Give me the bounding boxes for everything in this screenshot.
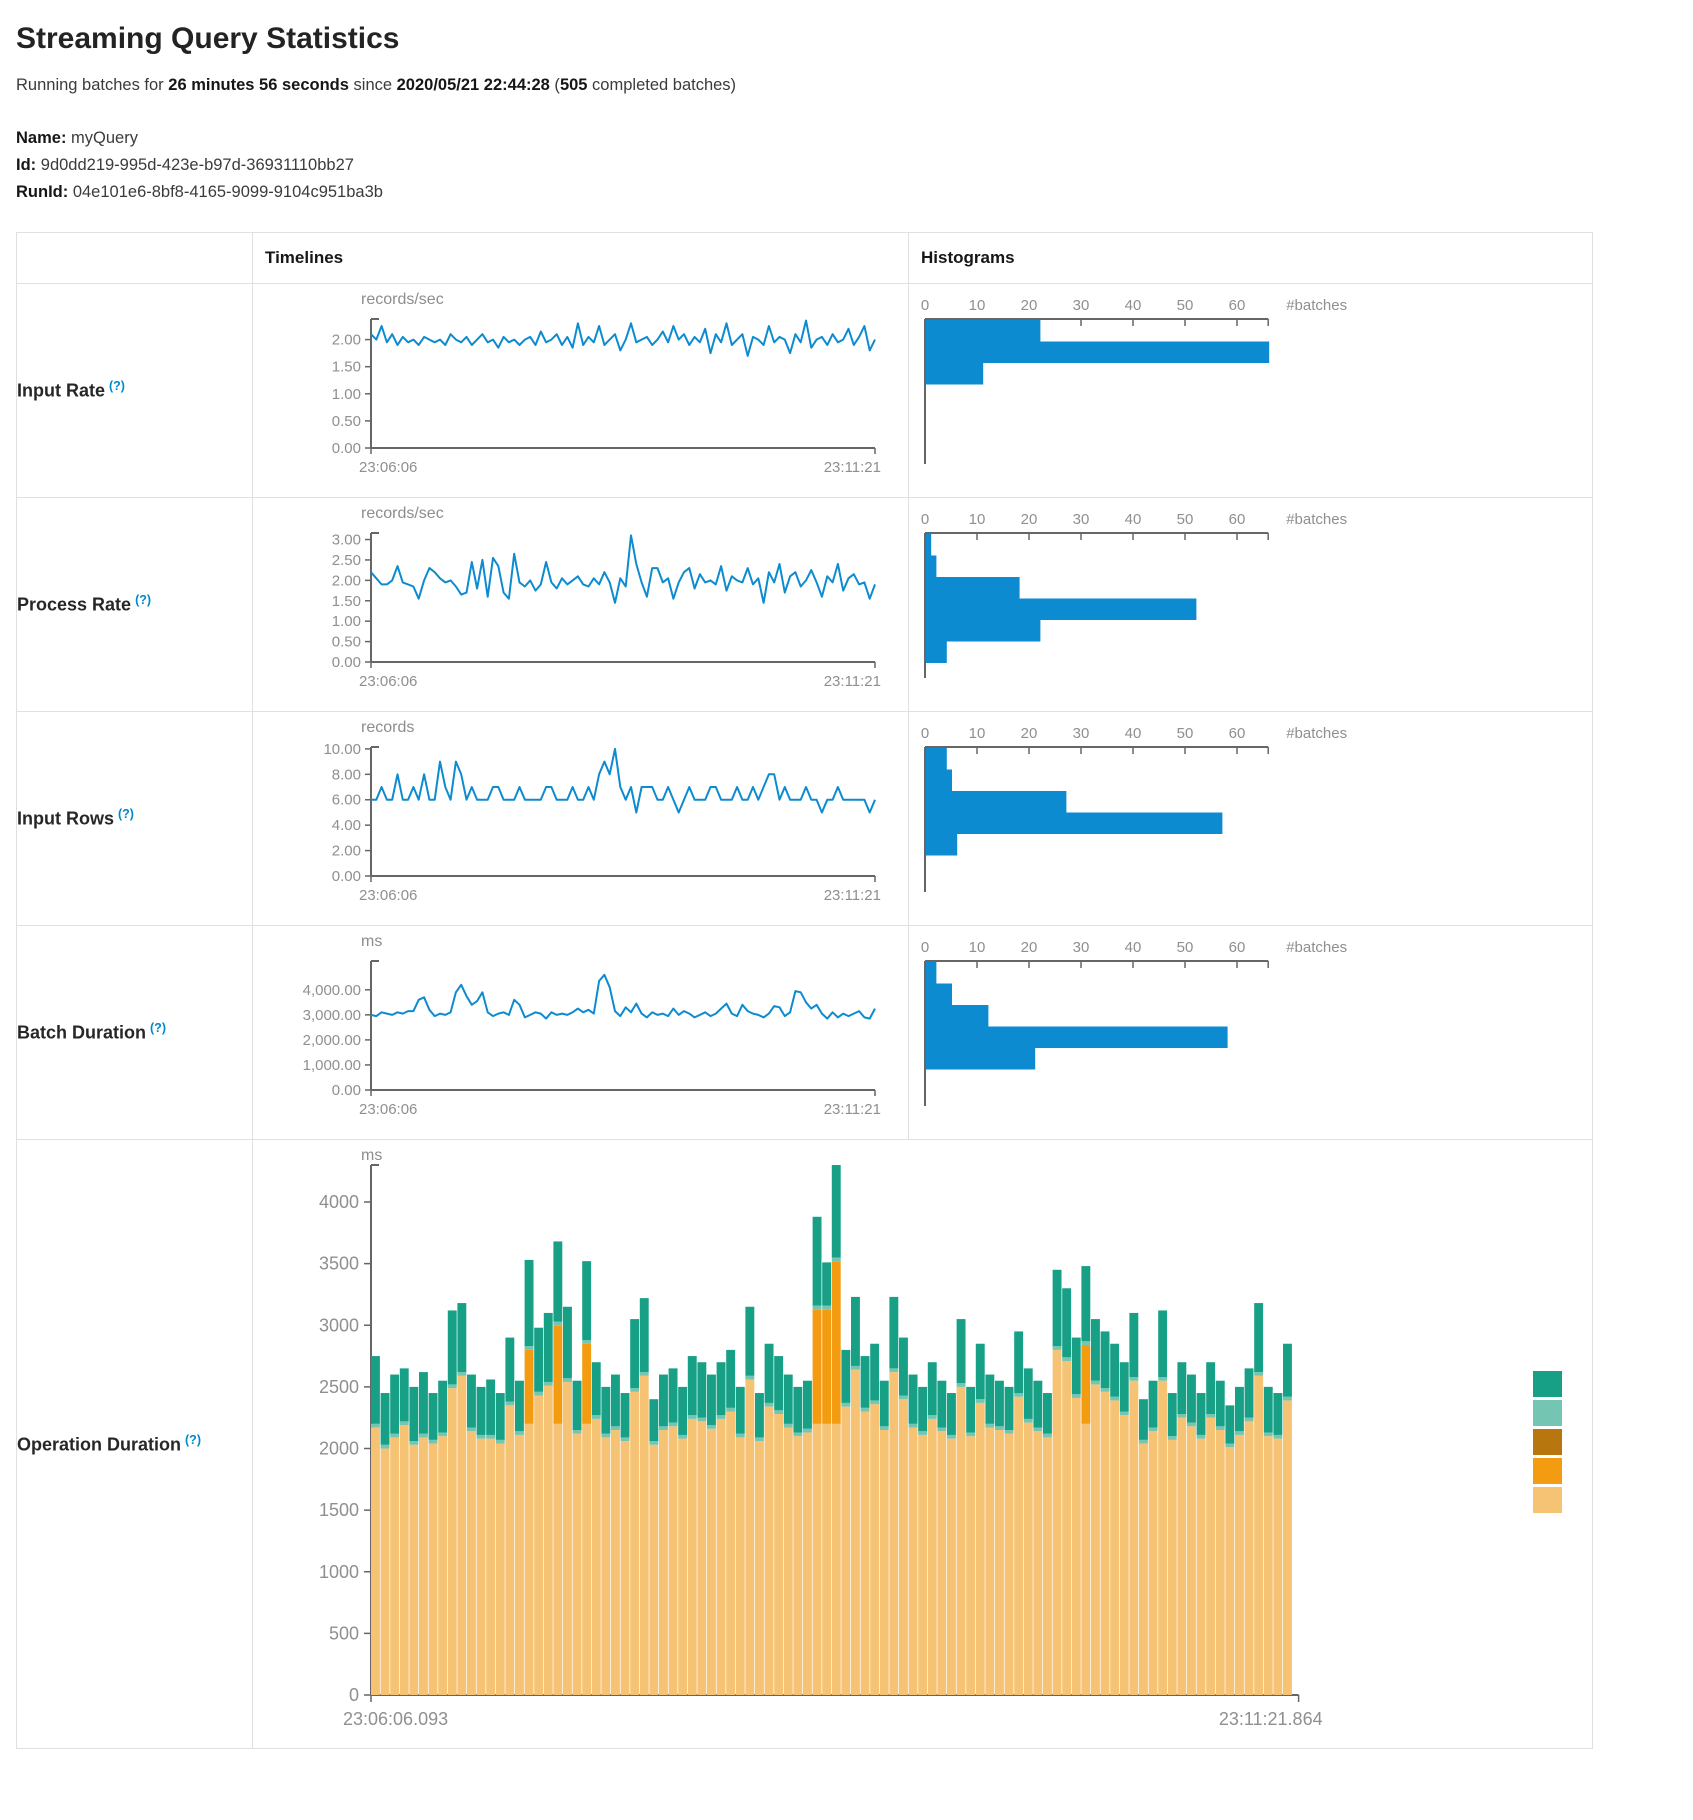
legend-swatch-dark-gold <box>1533 1429 1562 1455</box>
svg-text:0.00: 0.00 <box>331 868 361 885</box>
svg-text:1000: 1000 <box>318 1561 359 1582</box>
svg-text:23:11:21: 23:11:21 <box>823 673 881 690</box>
help-tooltip-icon[interactable]: (?) <box>135 593 152 608</box>
svg-text:2000: 2000 <box>318 1438 359 1459</box>
metric-label: Process Rate <box>17 594 132 615</box>
svg-text:10: 10 <box>968 511 986 528</box>
svg-text:40: 40 <box>1124 725 1142 742</box>
svg-text:50: 50 <box>1176 297 1194 314</box>
svg-text:10: 10 <box>968 939 986 956</box>
svg-text:2.00: 2.00 <box>331 331 361 349</box>
svg-text:23:06:06: 23:06:06 <box>359 673 418 690</box>
svg-text:10: 10 <box>968 297 986 314</box>
svg-text:40: 40 <box>1124 939 1142 956</box>
svg-text:60: 60 <box>1228 725 1246 742</box>
metric-row-operation-duration <box>17 1140 1593 1749</box>
query-runid-value: 04e101e6-8bf8-4165-9099-9104c951ba3b <box>72 183 383 201</box>
svg-text:1500: 1500 <box>318 1500 359 1521</box>
svg-text:0: 0 <box>920 939 930 956</box>
svg-text:23:06:06: 23:06:06 <box>359 459 418 476</box>
metric-label: Batch Duration <box>17 1022 147 1043</box>
histogram-chart <box>909 926 1591 1139</box>
svg-text:2500: 2500 <box>318 1376 359 1397</box>
svg-text:1.50: 1.50 <box>331 592 361 610</box>
svg-text:records/sec: records/sec <box>361 291 444 308</box>
svg-text:#batches: #batches <box>1286 725 1348 742</box>
timeline-chart <box>253 498 907 711</box>
query-runid-row: RunId: 04e101e6-8bf8-4165-9099-9104c951ba3b <box>16 183 383 201</box>
svg-text:30: 30 <box>1072 939 1090 956</box>
metric-row-process-rate <box>17 498 1593 712</box>
svg-text:30: 30 <box>1072 297 1090 314</box>
histograms-header: Histograms <box>909 233 1593 284</box>
running-batches-summary: Running batches for 26 minutes 56 seconds since 2020/05/21 22:44:28 (505 completed batches) <box>16 76 737 94</box>
svg-text:0: 0 <box>348 1685 359 1705</box>
svg-text:0: 0 <box>920 297 930 314</box>
query-name-value: myQuery <box>71 129 138 147</box>
svg-text:2.00: 2.00 <box>331 572 361 590</box>
svg-text:6.00: 6.00 <box>331 791 361 809</box>
svg-text:ms: ms <box>361 1147 383 1164</box>
histogram-chart <box>909 498 1591 711</box>
metric-label: Input Rows <box>17 808 114 829</box>
legend-swatch-orange <box>1533 1458 1562 1484</box>
table-header-row <box>17 233 1593 284</box>
svg-text:2.00: 2.00 <box>331 842 361 860</box>
metric-row-input-rate <box>17 284 1593 498</box>
svg-text:4,000.00: 4,000.00 <box>302 981 361 999</box>
svg-text:4000: 4000 <box>318 1192 359 1212</box>
svg-text:30: 30 <box>1072 511 1090 528</box>
svg-text:20: 20 <box>1020 725 1038 742</box>
svg-text:1.00: 1.00 <box>331 613 361 631</box>
legend-swatch-light-teal <box>1533 1400 1562 1426</box>
svg-text:20: 20 <box>1020 939 1038 956</box>
svg-text:30: 30 <box>1072 725 1090 742</box>
svg-text:2.50: 2.50 <box>331 551 361 569</box>
svg-text:records/sec: records/sec <box>361 505 444 522</box>
query-id-value: 9d0dd219-995d-423e-b97d-36931110bb27 <box>40 156 354 174</box>
svg-text:40: 40 <box>1124 511 1142 528</box>
svg-text:60: 60 <box>1228 939 1246 956</box>
svg-text:500: 500 <box>328 1623 359 1644</box>
legend-swatch-light-orange <box>1533 1487 1562 1513</box>
svg-text:8.00: 8.00 <box>331 766 361 784</box>
svg-text:50: 50 <box>1176 511 1194 528</box>
corner-header <box>17 233 253 284</box>
timelines-header: Timelines <box>253 233 909 284</box>
svg-text:3,000.00: 3,000.00 <box>302 1006 361 1024</box>
svg-text:records: records <box>361 719 415 736</box>
svg-text:20: 20 <box>1020 511 1038 528</box>
query-metadata <box>16 125 1677 206</box>
svg-text:23:06:06: 23:06:06 <box>359 887 418 904</box>
svg-text:10: 10 <box>968 725 986 742</box>
histogram-chart <box>909 712 1591 925</box>
histogram-chart <box>909 284 1591 497</box>
svg-text:50: 50 <box>1176 725 1194 742</box>
svg-text:0: 0 <box>920 511 930 528</box>
svg-text:3000: 3000 <box>318 1315 359 1336</box>
svg-text:0.00: 0.00 <box>331 1082 361 1099</box>
help-tooltip-icon[interactable]: (?) <box>150 1021 166 1036</box>
svg-text:#batches: #batches <box>1286 511 1348 528</box>
svg-text:23:11:21: 23:11:21 <box>823 887 881 904</box>
svg-text:0: 0 <box>920 725 930 742</box>
running-duration: 26 minutes 56 seconds <box>168 76 349 94</box>
svg-text:3500: 3500 <box>318 1253 359 1274</box>
svg-text:1.00: 1.00 <box>331 385 361 403</box>
svg-text:4.00: 4.00 <box>331 817 361 835</box>
svg-text:1,000.00: 1,000.00 <box>302 1056 361 1074</box>
timeline-chart <box>253 712 907 925</box>
svg-text:23:11:21.864: 23:11:21.864 <box>1218 1709 1323 1729</box>
svg-text:50: 50 <box>1176 939 1194 956</box>
svg-text:40: 40 <box>1124 297 1142 314</box>
svg-text:10.00: 10.00 <box>323 740 361 758</box>
start-timestamp: 2020/05/21 22:44:28 <box>396 76 550 94</box>
svg-text:23:06:06: 23:06:06 <box>359 1101 418 1118</box>
svg-text:2,000.00: 2,000.00 <box>302 1031 361 1049</box>
svg-text:#batches: #batches <box>1286 939 1348 956</box>
metric-row-input-rows <box>17 712 1593 926</box>
completed-batches-count: 505 <box>559 76 588 94</box>
svg-text:23:11:21: 23:11:21 <box>823 1101 881 1118</box>
help-tooltip-icon[interactable]: (?) <box>118 807 134 822</box>
query-id-row: Id: 9d0dd219-995d-423e-b97d-36931110bb27 <box>16 156 354 174</box>
svg-text:23:06:06.093: 23:06:06.093 <box>343 1709 449 1729</box>
svg-text:23:11:21: 23:11:21 <box>823 459 881 476</box>
metric-label: Operation Duration <box>17 1434 182 1455</box>
svg-text:0.50: 0.50 <box>331 412 361 430</box>
page-title: Streaming Query Statistics <box>16 22 400 55</box>
svg-text:1.50: 1.50 <box>331 358 361 376</box>
svg-text:0.00: 0.00 <box>331 440 361 457</box>
svg-text:20: 20 <box>1020 297 1038 314</box>
query-name-row: Name: myQuery <box>16 129 138 147</box>
svg-text:60: 60 <box>1228 511 1246 528</box>
svg-text:60: 60 <box>1228 297 1246 314</box>
svg-text:#batches: #batches <box>1286 297 1348 314</box>
metric-row-batch-duration <box>17 926 1593 1140</box>
timeline-chart <box>253 926 907 1139</box>
statistics-table <box>16 232 1593 1749</box>
operation-duration-chart <box>253 1140 1577 1748</box>
svg-text:0.50: 0.50 <box>331 633 361 651</box>
svg-text:0.00: 0.00 <box>331 654 361 671</box>
timeline-chart <box>253 284 907 497</box>
help-tooltip-icon[interactable]: (?) <box>109 379 125 394</box>
metric-label: Input Rate <box>17 380 105 401</box>
svg-text:3.00: 3.00 <box>331 531 361 549</box>
help-tooltip-icon[interactable]: (?) <box>185 1432 201 1447</box>
svg-text:ms: ms <box>361 933 383 950</box>
legend-swatch-teal <box>1533 1371 1562 1397</box>
